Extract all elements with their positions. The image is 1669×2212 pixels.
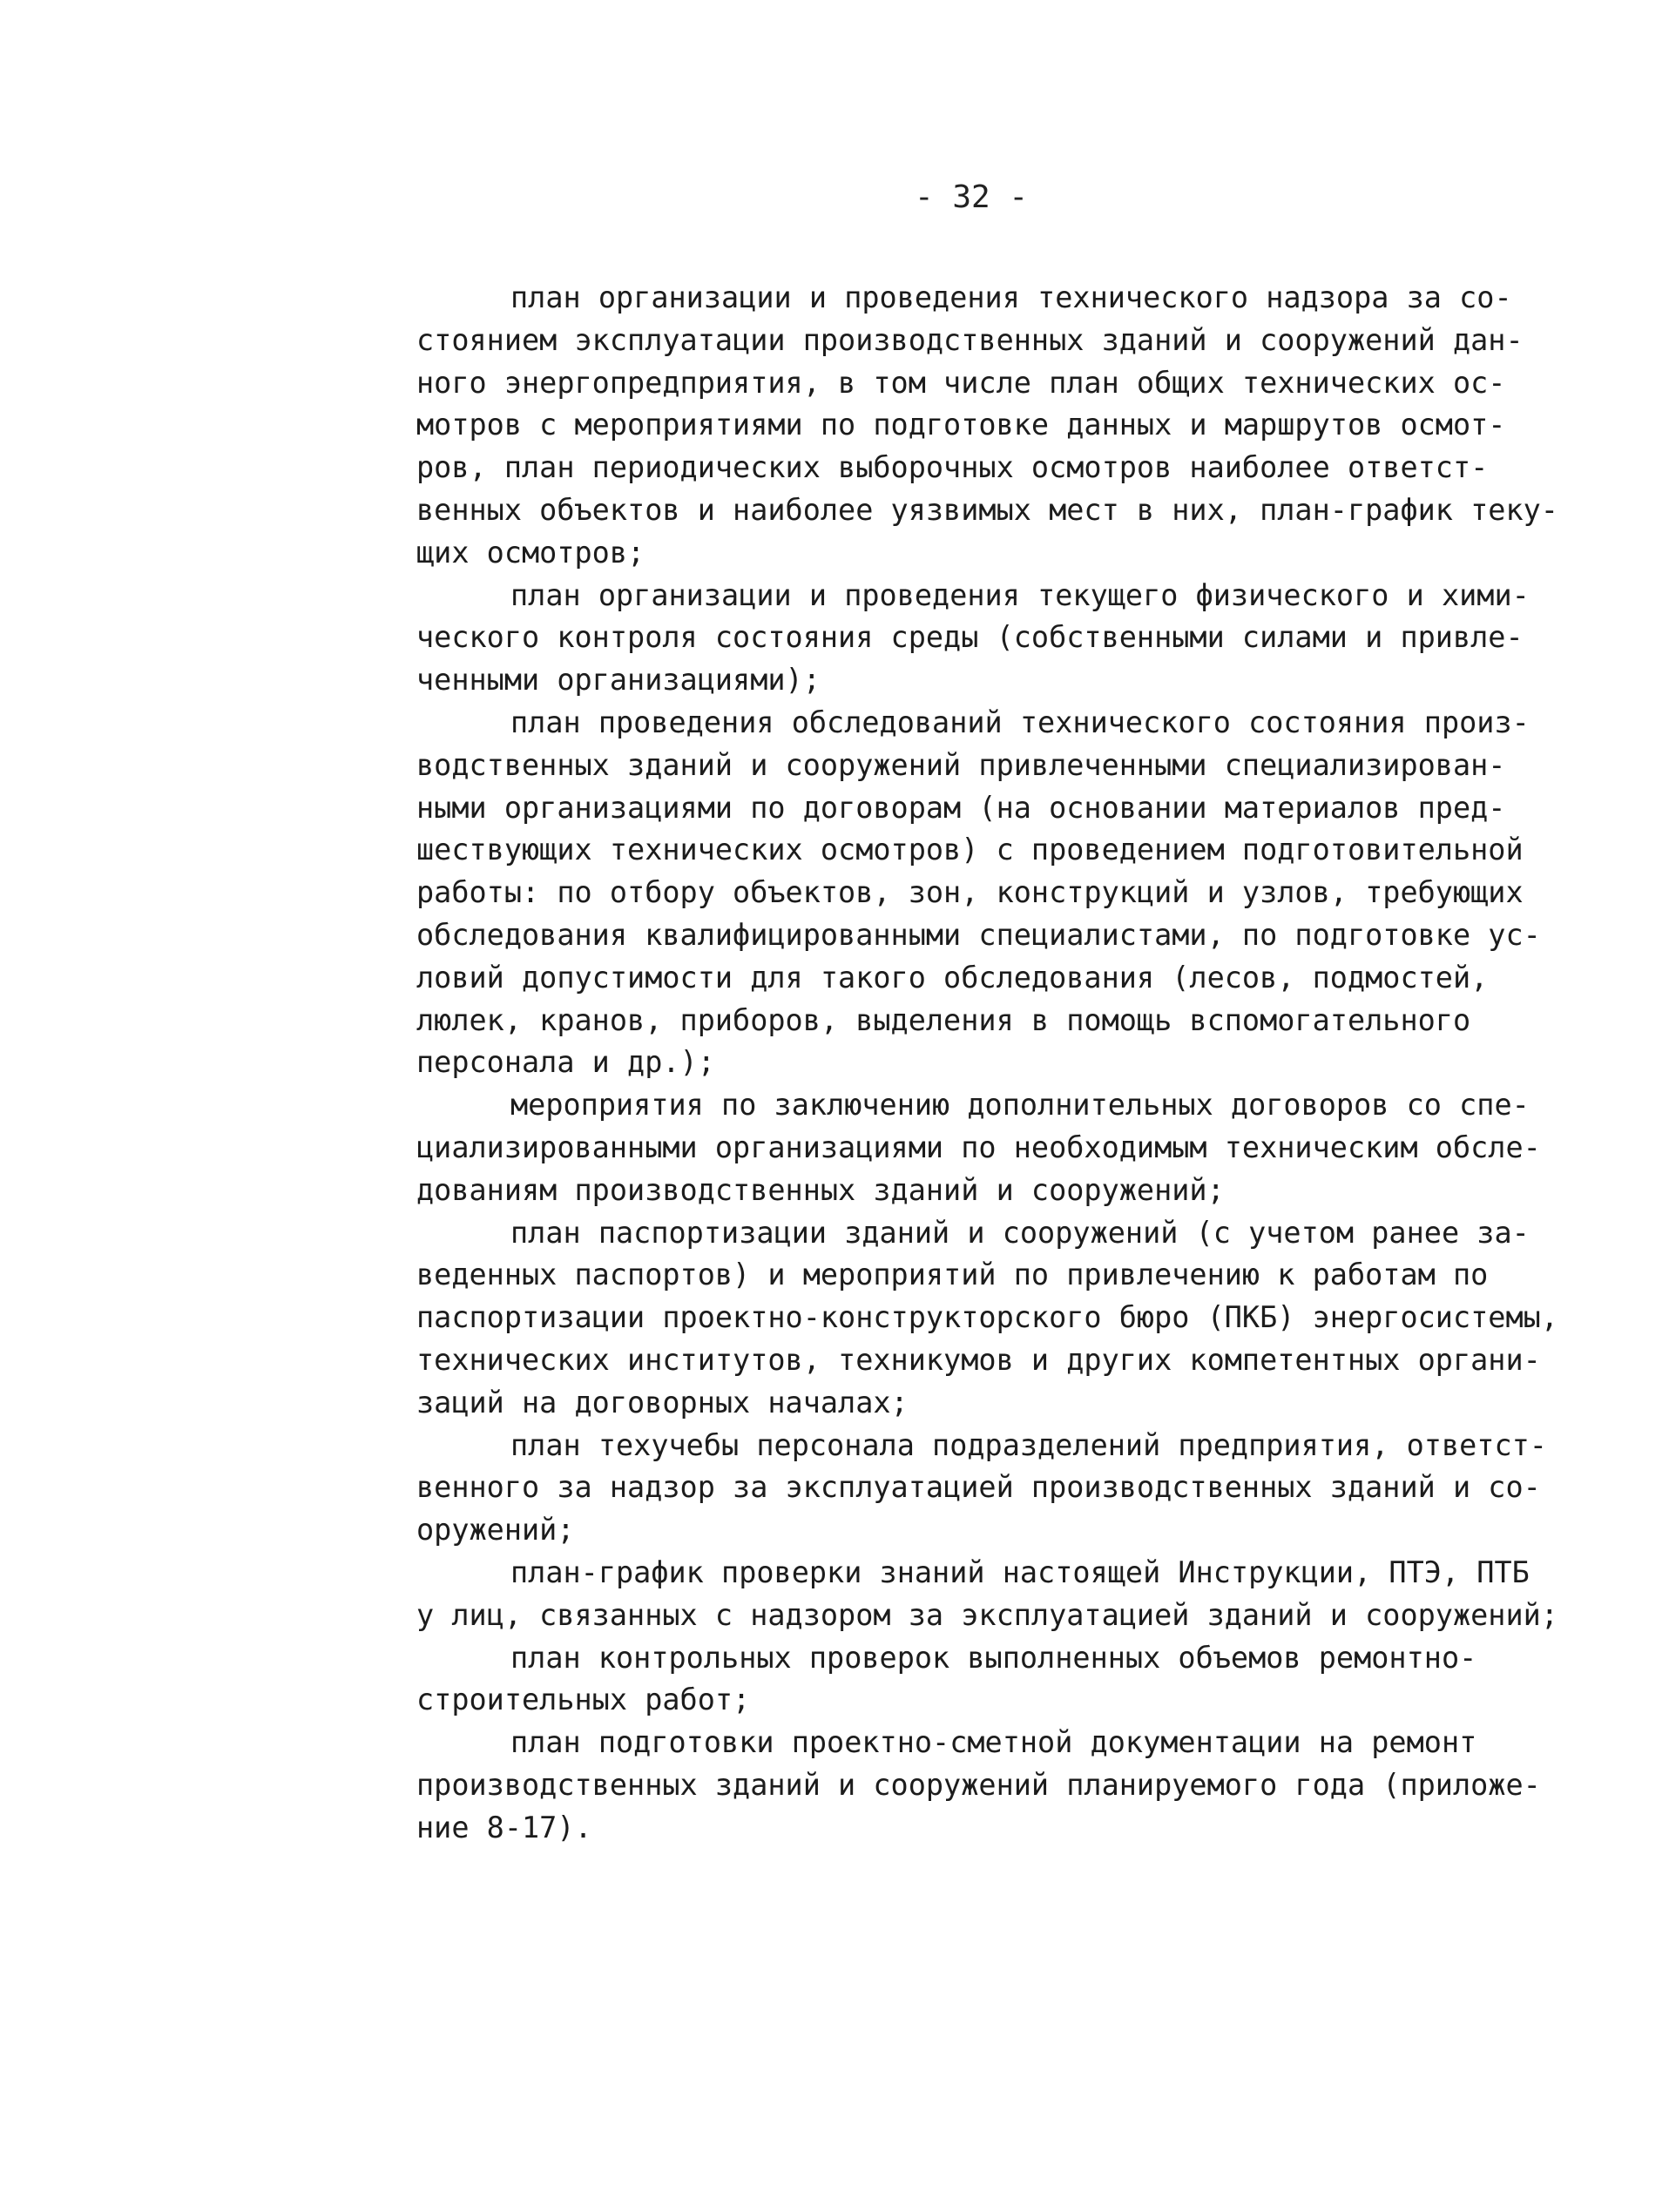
text-line: персонала и др.); (416, 1045, 715, 1080)
paragraph (416, 1212, 1566, 1425)
text-line: циализированными организациями по необходимым техническим обсле- (416, 1130, 1541, 1164)
text-line: паспортизации проектно-конструкторского бюро (ПКБ) энергосистемы, (416, 1300, 1558, 1335)
paragraph (416, 1425, 1566, 1552)
text-line: люлек, кранов, приборов, выделения в помощь вспомогательного (416, 1002, 1471, 1037)
text-line: план подготовки проектно-сметной документации на ремонт (510, 1725, 1477, 1760)
text-line: план организации и проведения технического надзора за со- (510, 280, 1512, 314)
text-line: план техучебы персонала подразделений предприятия, ответст- (510, 1427, 1547, 1462)
text-line: план контрольных проверок выполненных объемов ремонтно- (510, 1640, 1477, 1675)
text-line: обследования квалифицированными специалистами, по подготовке ус- (416, 917, 1541, 952)
paragraph (416, 1552, 1566, 1637)
text-line: дованиям производственных зданий и сооружений; (416, 1172, 1225, 1207)
paragraph (416, 702, 1566, 1084)
text-line: ченными организациями); (416, 663, 821, 698)
text-line: план организации и проведения текущего физического и хими- (510, 577, 1530, 612)
text-line: производственных зданий и сооружений планируемого года (приложе- (416, 1767, 1541, 1802)
paragraph (416, 1637, 1566, 1723)
text-line: ными организациями по договорам (на основании материалов пред- (416, 790, 1506, 825)
text-line: стоянием эксплуатации производственных зданий и сооружений дан- (416, 322, 1524, 357)
text-line: оружений; (416, 1513, 575, 1548)
text-line: план проведения обследований технического состояния произ- (510, 705, 1530, 739)
text-line: технических институтов, техникумов и других компетентных органи- (416, 1342, 1541, 1377)
text-line: ческого контроля состояния среды (собственными силами и привле- (416, 620, 1524, 655)
page-number: - 32 - (915, 179, 1029, 215)
text-line: ние 8-17). (416, 1810, 592, 1844)
text-line: работы: по отбору объектов, зон, конструкций и узлов, требующих (416, 875, 1524, 910)
paragraph (416, 1084, 1566, 1211)
text-line: веденных паспортов) и мероприятий по привлечению к работам по (416, 1258, 1489, 1292)
text-line: план-график проверки знаний настоящей Инструкции, ПТЭ, ПТБ (510, 1554, 1530, 1589)
text-line: венного за надзор за эксплуатацией производственных зданий и со- (416, 1470, 1541, 1505)
text-line: мотров с мероприятиями по подготовке данных и маршрутов осмот- (416, 408, 1506, 442)
text-line: мероприятия по заключению дополнительных договоров со спе- (510, 1088, 1530, 1123)
text-line: план паспортизации зданий и сооружений (с учетом ранее за- (510, 1215, 1530, 1250)
text-line: ловий допустимости для такого обследования (лесов, подмостей, (416, 960, 1489, 995)
paragraph (416, 277, 1566, 575)
paragraph (416, 1722, 1566, 1849)
text-line: водственных зданий и сооружений привлеченными специализирован- (416, 747, 1506, 782)
text-line: щих осмотров; (416, 535, 645, 570)
text-line: у лиц, связанных с надзором за эксплуатацией зданий и сооружений; (416, 1597, 1558, 1632)
paragraph (416, 575, 1566, 702)
body-text (416, 277, 1566, 1849)
text-line: строительных работ; (416, 1683, 751, 1717)
text-line: шествующих технических осмотров) с проведением подготовительной (416, 833, 1524, 867)
text-line: заций на договорных началах; (416, 1385, 909, 1420)
text-line: венных объектов и наиболее уязвимых мест в них, план-график теку- (416, 492, 1558, 527)
text-line: ров, план периодических выборочных осмотров наиболее ответст- (416, 450, 1489, 485)
text-line: ного энергопредприятия, в том числе план общих технических ос- (416, 365, 1506, 400)
